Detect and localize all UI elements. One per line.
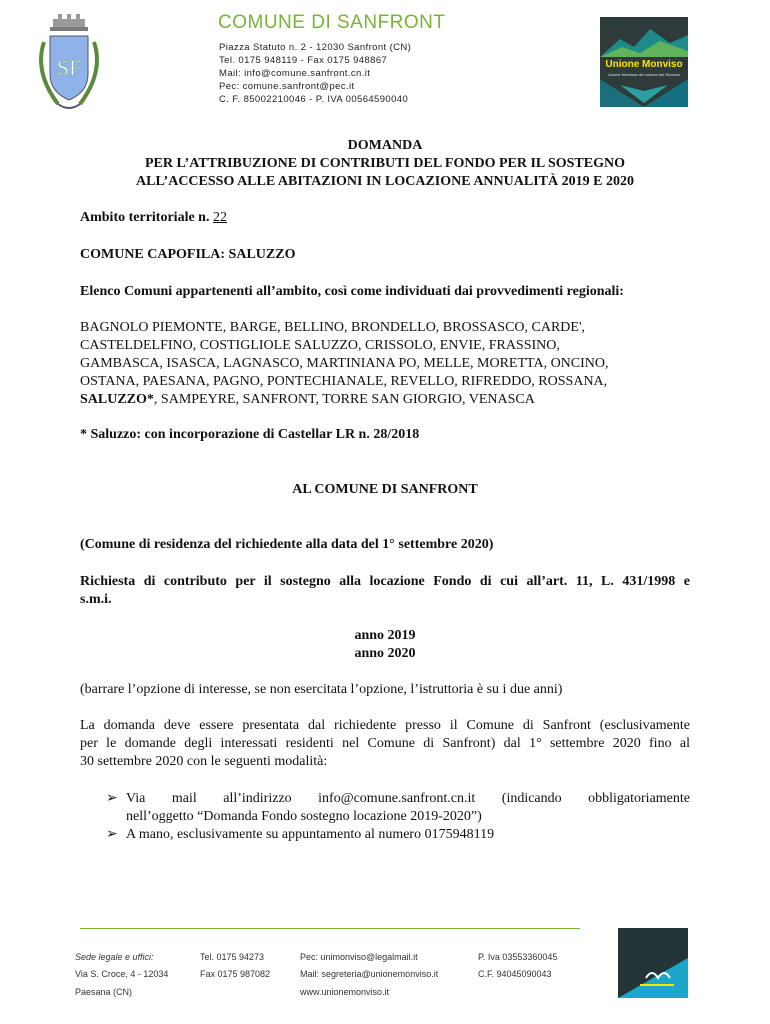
saluzzo-bold: SALUZZO* xyxy=(80,392,154,407)
comuni-line-4: OSTANA, PAESANA, PAGNO, PONTECHIANALE, REVELLO, RIFREDDO, ROSSANA, xyxy=(80,374,608,389)
comuni-line-5-rest: , SAMPEYRE, SANFRONT, TORRE SAN GIORGIO, VENASCA xyxy=(153,392,535,407)
footer-divider xyxy=(80,928,580,929)
footer-pec: Pec: unimonviso@legalmail.it xyxy=(300,952,418,962)
phone-line: Tel. 0175 948119 - Fax 0175 948867 xyxy=(219,55,388,66)
coat-of-arms xyxy=(28,12,110,122)
modalita-line-1: La domanda deve essere presentata dal richiedente presso il Comune di Sanfront (esclusivamente xyxy=(80,718,690,733)
pec-line: Pec: comune.sanfront@pec.it xyxy=(219,81,355,92)
richiesta-line-2: s.m.i. xyxy=(80,592,112,607)
comuni-line-5 xyxy=(80,391,690,409)
document-title xyxy=(80,137,690,191)
footer-mail: Mail: segreteria@unionemonviso.it xyxy=(300,969,439,979)
modalita-line-3: 30 settembre 2020 con le seguenti modalità: xyxy=(80,754,328,769)
capofila: COMUNE CAPOFILA: SALUZZO xyxy=(80,247,296,262)
footer-sede-label: Sede legale e uffici: xyxy=(75,952,154,962)
contact-block xyxy=(219,41,411,106)
title-line-2: PER L’ATTRIBUZIONE DI CONTRIBUTI DEL FONDO PER IL SOSTEGNO xyxy=(145,156,625,171)
coat-initials: SF xyxy=(56,55,82,80)
year-2020: anno 2020 xyxy=(354,646,416,661)
municipality-title: COMUNE DI SANFRONT xyxy=(218,12,446,33)
footer-web: www.unionemonviso.it xyxy=(300,987,390,997)
modalita-line-2: per le domande degli interessati residenti nel Comune di Sanfront) dal 1° settembre 2020 fino al xyxy=(80,736,690,751)
unione-monviso-logo xyxy=(600,17,688,107)
bullet-arrow-icon: ➢ xyxy=(106,791,118,806)
bullet-item-mail xyxy=(126,790,690,826)
mail-line: Mail: info@comune.sanfront.cn.it xyxy=(219,68,371,79)
title-line-1: DOMANDA xyxy=(347,138,423,153)
bullet-arrow-icon: ➢ xyxy=(106,827,118,842)
title-line-3: ALL’ACCESSO ALLE ABITAZIONI IN LOCAZIONE ANNUALITÀ 2019 E 2020 xyxy=(136,174,634,189)
comuni-list xyxy=(80,319,690,409)
ambito-label: Ambito territoriale n. xyxy=(80,210,210,225)
bullet-item-hand: A mano, esclusivamente su appuntamento al numero 0175948119 xyxy=(126,827,495,842)
richiesta xyxy=(80,573,690,609)
residence-note: (Comune di residenza del richiedente alla data del 1° settembre 2020) xyxy=(80,537,494,552)
barrare-note: (barrare l’opzione di interesse, se non esercitata l’opzione, l’istruttoria è su i due anni) xyxy=(80,682,563,697)
year-options xyxy=(80,627,690,663)
ambito-line xyxy=(80,210,227,226)
bullet-item-mail-line-2: nell’oggetto “Domanda Fondo sostegno locazione 2019-2020”) xyxy=(126,809,482,824)
logo-subtitle: Unione Montana dei comuni del Monviso xyxy=(607,72,681,77)
recipient: AL COMUNE DI SANFRONT xyxy=(292,482,478,497)
saluzzo-note: * Saluzzo: con incorporazione di Castellar LR n. 28/2018 xyxy=(80,427,420,442)
footer-fax: Fax 0175 987082 xyxy=(200,969,271,979)
bullet-item-mail-line-1: Via mail all’indirizzo info@comune.sanfront.cn.it (indicando obbligatoriamente xyxy=(126,791,690,806)
footer-tel: Tel. 0175 94273 xyxy=(200,952,265,962)
unione-footer-logo xyxy=(618,928,688,998)
footer-sede-address: Via S. Croce, 4 - 12034 xyxy=(75,969,169,979)
richiesta-line-1: Richiesta di contributo per il sostegno alla locazione Fondo di cui all’art. 11, L. 431/1998 e xyxy=(80,574,690,589)
footer-cf: C.F. 94045090043 xyxy=(478,969,552,979)
ambito-number: 22 xyxy=(212,210,227,225)
logo-name: Unione Monviso xyxy=(605,59,683,70)
footer-sede-city: Paesana (CN) xyxy=(75,987,133,997)
elenco-heading: Elenco Comuni appartenenti all’ambito, così come individuati dai provvedimenti regionali: xyxy=(80,284,624,299)
comuni-line-2: CASTELDELFINO, COSTIGLIOLE SALUZZO, CRISSOLO, ENVIE, FRASSINO, xyxy=(80,338,560,353)
modalita-paragraph xyxy=(80,717,690,771)
comuni-line-1: BAGNOLO PIEMONTE, BARGE, BELLINO, BRONDELLO, BROSSASCO, CARDE', xyxy=(80,320,585,335)
tax-line: C. F. 85002210046 - P. IVA 00564590040 xyxy=(219,94,409,105)
year-2019: anno 2019 xyxy=(354,628,416,643)
comuni-line-3: GAMBASCA, ISASCA, LAGNASCO, MARTINIANA PO, MELLE, MORETTA, ONCINO, xyxy=(80,356,609,371)
footer-piva: P. Iva 03553360045 xyxy=(478,952,558,962)
address-line: Piazza Statuto n. 2 - 12030 Sanfront (CN) xyxy=(219,42,412,53)
